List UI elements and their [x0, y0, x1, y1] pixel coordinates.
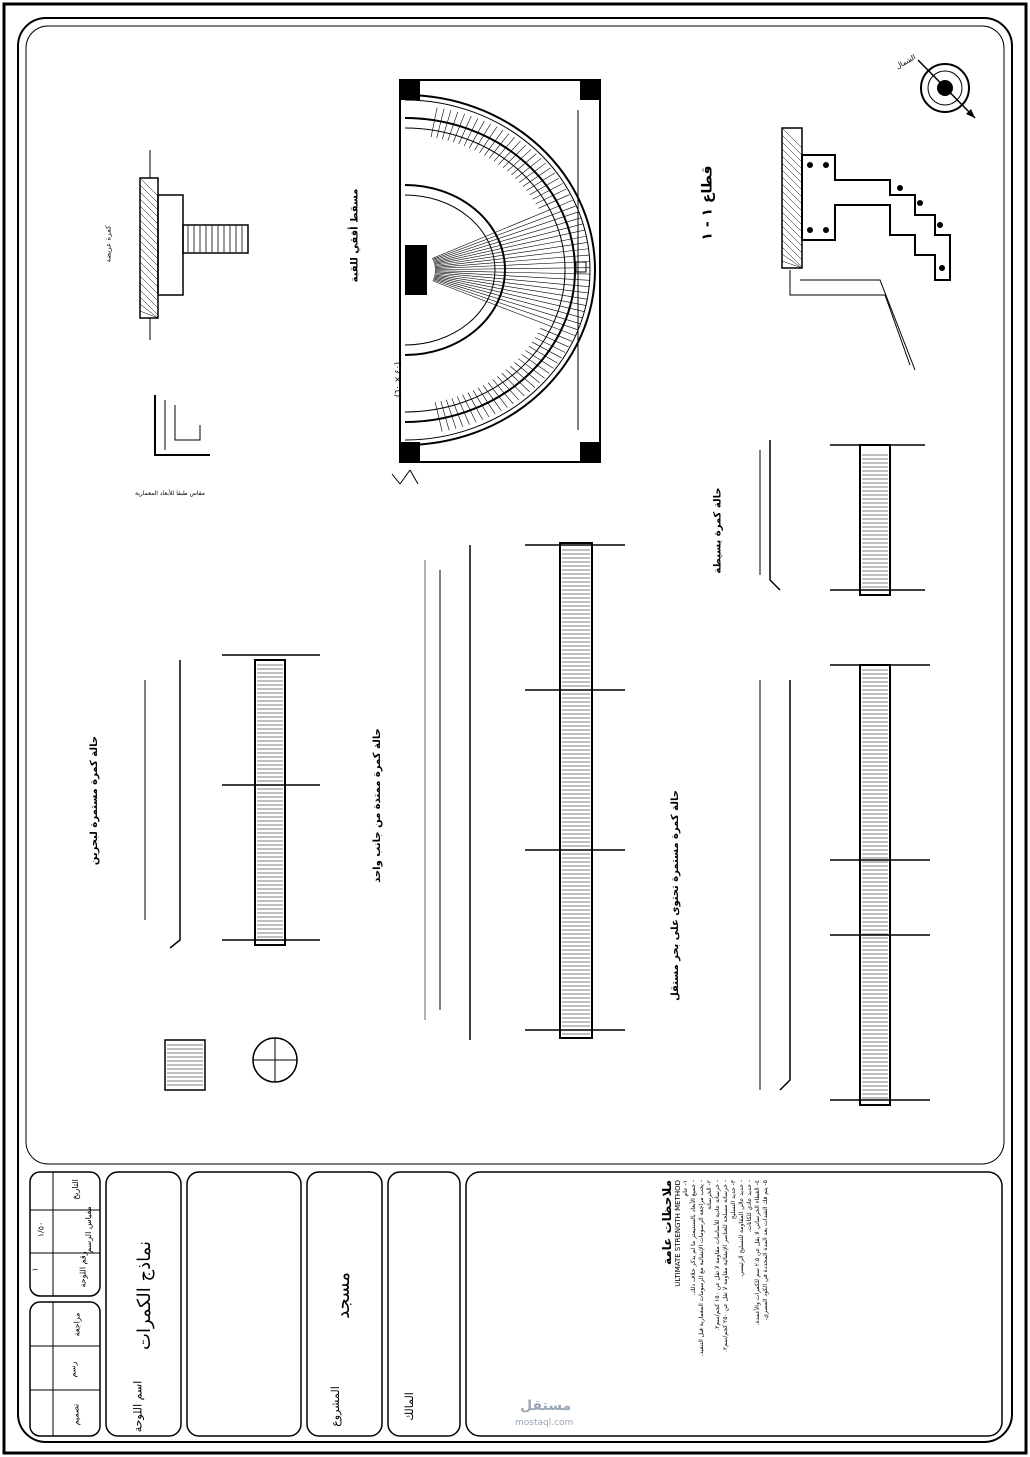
case-simple-title: حالة كمرة بسيطة: [712, 487, 724, 574]
case-multi-title: حالة كمرة مستمرة تحتوى على بحر مستقل: [669, 790, 681, 1001]
watermark-url: mostaql.com: [515, 1418, 574, 1428]
beam-one-side-elevation: [425, 543, 625, 1040]
design-label: تصميم: [71, 1403, 81, 1426]
drawing-label: رسم: [68, 1361, 78, 1378]
note-item: ٣- حديد التسليح: [730, 1180, 737, 1220]
sheet-no-label: رقم اللوحة: [78, 1251, 88, 1288]
note-item: - خرسانة عادية للأساسات مقاومة لا تقل عن ١٥٠ كجم/سم٢.: [714, 1180, 721, 1331]
case-one-side-title: حالة كمرة ممتدة من جانب واحد: [371, 728, 383, 883]
beam-simple-elevation: [760, 440, 925, 595]
north-arrow-icon: [918, 60, 975, 118]
column-detail: [165, 1038, 297, 1090]
note-item: ١- عام: [682, 1180, 689, 1197]
notes-method: ULTIMATE STRENGTH METHOD: [674, 1180, 682, 1287]
plan-title: مسقط أفقي للقبة: [349, 188, 361, 283]
beam-multi-span-elevation: [760, 665, 930, 1105]
review-label: مراجعة: [72, 1312, 82, 1337]
detail-small-label: مقاس طبقا للأبعاد المعمارية: [135, 490, 205, 497]
scale-value: ١/٥٠: [36, 1221, 46, 1238]
project-value: مسجد: [332, 1272, 354, 1319]
note-item: ٤- الغطاء الخرساني لا يقل عن ٢.٥ سم للكمرات والأعمدة.: [754, 1180, 761, 1326]
note-item: - حديد عادي للكانات.: [746, 1180, 753, 1233]
plan-dims: (٤٠ × ٦٠): [393, 361, 403, 398]
wide-beam-detail: [140, 150, 248, 340]
watermark: مستقل: [520, 1398, 572, 1414]
sheet-name-label: اسم اللوحة: [131, 1380, 145, 1433]
owner-label: المالك: [402, 1392, 416, 1421]
note-item: - حديد عالي المقاومة للتسليح الرئيسي.: [738, 1180, 745, 1278]
dome-plan: [392, 80, 600, 484]
north-label: الشمال: [894, 53, 918, 71]
note-item: - خرسانة مسلحة للعناصر الإنشائية مقاومة لا تقل عن ٢٥٠ كجم/سم٢.: [722, 1180, 729, 1352]
project-label: المشروع: [328, 1386, 342, 1427]
section-title: قطاع ١ - ١: [699, 165, 716, 241]
note-item: - يجب مراجعة الرسومات الإنشائية مع الرسومات المعمارية قبل التنفيذ.: [698, 1180, 705, 1357]
sheet-no-value: ١: [30, 1267, 40, 1272]
wide-beam-label: كمرة عريضة: [104, 225, 113, 263]
drawing-area-border: [26, 26, 1004, 1164]
case-two-span-title: حالة كمرة مستمرة لبحرين: [89, 735, 101, 866]
section-1-1: [782, 128, 950, 370]
note-item: ٥- يتم فك الشدات بعد المدة المحددة في الكود المصري.: [762, 1180, 769, 1321]
general-notes: [660, 1180, 990, 1430]
beam-two-span-elevation: [145, 655, 320, 948]
notes-heading: ملاحظات عامة: [660, 1180, 674, 1266]
small-hook-detail: [155, 395, 210, 455]
note-item: - جميع الأبعاد بالسنتيمتر ما لم يذكر خلاف ذلك.: [690, 1180, 697, 1296]
date-label: التاريخ: [70, 1179, 80, 1200]
scale-label: مقياس الرسم: [83, 1206, 93, 1253]
sheet-name-value: نماذج الكمرات: [133, 1241, 155, 1350]
note-item: ٢- الخرسانة: [706, 1180, 713, 1210]
